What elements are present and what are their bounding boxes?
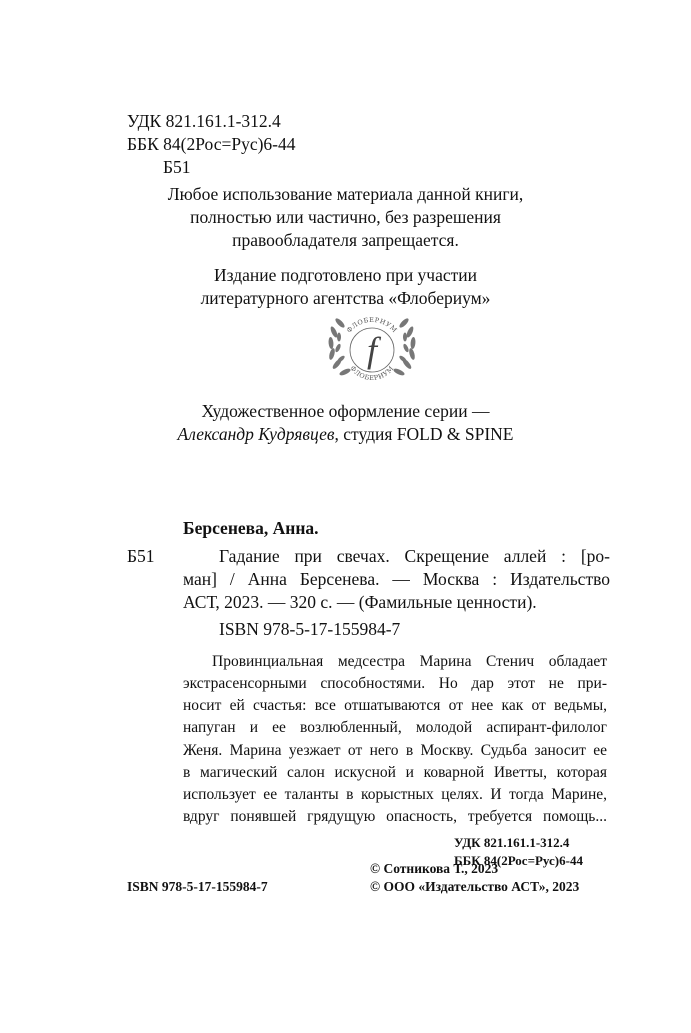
- footer-bbk: ББК 84(2Рос=Рус)6-44: [454, 853, 583, 868]
- copyright-notice-line-1: Любое использование материала данной книги,: [167, 184, 524, 204]
- studio-name: , студия FOLD & SPINE: [334, 424, 514, 444]
- footer-copyright-2: © ООО «Издательство АСТ», 2023: [370, 879, 580, 894]
- bib-isbn: ISBN 978-5-17-155984-7: [219, 619, 401, 639]
- svg-text:f: f: [366, 330, 378, 370]
- agency-note-line-1: Издание подготовлено при участии: [213, 265, 478, 285]
- footer-copyright-1: © Сотникова Т., 2023: [370, 861, 499, 876]
- annotation-line-2: экстрасенсорными способностями. Но дар этот не при-: [183, 675, 607, 692]
- author-heading: Берсенева, Анна.: [183, 518, 319, 538]
- annotation-line-1: Провинциальная медсестра Марина Стенич обладает: [212, 653, 607, 670]
- annotation-line-3: носит ей счастья: все отшатываются от нее как от ведьмы,: [183, 697, 607, 714]
- footer-isbn: ISBN 978-5-17-155984-7: [127, 879, 268, 894]
- author-index: Б51: [163, 157, 191, 177]
- bib-index: Б51: [127, 546, 155, 566]
- udk-code: УДК 821.161.1-312.4: [127, 111, 281, 131]
- bib-line-1: Гадание при свечах. Скрещение аллей : [ро-: [219, 546, 610, 566]
- svg-text:ФЛОБЕРИУМ: ФЛОБЕРИУМ: [348, 364, 396, 383]
- footer-udk: УДК 821.161.1-312.4: [454, 835, 570, 850]
- svg-text:ФЛОБЕРИУМ: ФЛОБЕРИУМ: [345, 315, 399, 335]
- copyright-notice-line-2: полностью или частично, без разрешения: [190, 207, 501, 227]
- bib-line-3: АСТ, 2023. — 320 с. — (Фамильные ценности).: [183, 592, 537, 612]
- annotation-line-8: вдруг понявшей грядущую опасность, требуется помощь...: [183, 808, 607, 825]
- bbk-code: ББК 84(2Рос=Рус)6-44: [127, 134, 296, 154]
- design-credit-line-2: [0, 422, 691, 446]
- annotation-line-4: напуган и ее возлюбленный, молодой аспирант-филолог: [183, 719, 607, 736]
- copyright-notice-line-3: правообладателя запрещается.: [232, 230, 459, 250]
- bib-line-2: ман] / Анна Берсенева. — Москва : Издательство: [183, 569, 610, 589]
- design-credit-line-1: Художественное оформление серии —: [201, 401, 490, 421]
- floberium-logo: [319, 304, 425, 396]
- agency-note-line-2: литературного агентства «Флобериум»: [200, 288, 491, 308]
- annotation-line-5: Женя. Марина уезжает от него в Москву. Судьба заносит ее: [183, 742, 607, 759]
- designer-name: Александр Кудрявцев: [177, 424, 335, 444]
- annotation-line-7: использует ее таланты в корыстных целях. И тогда Марине,: [183, 786, 607, 803]
- annotation-line-6: в магический салон искусной и коварной Иветты, которая: [183, 764, 607, 781]
